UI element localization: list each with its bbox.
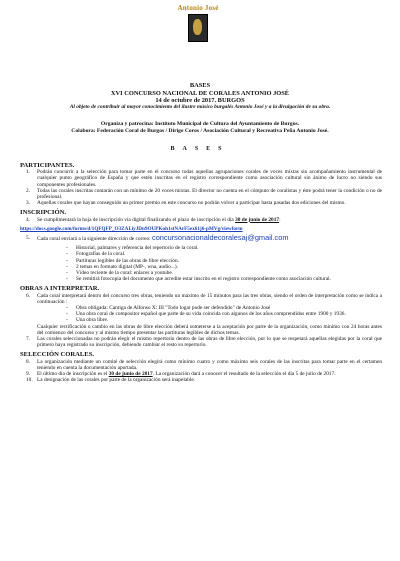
document-header bbox=[0, 82, 400, 105]
organizers bbox=[0, 121, 400, 135]
logo-title: Antonio José bbox=[177, 4, 219, 12]
section-title-participantes: PARTICIPANTES. bbox=[20, 162, 75, 169]
intro-text: Al objeto de contribuir al mayor conocimiento del ilustre músico burgalés Antonio José y a la divulgación de su obra. bbox=[69, 104, 331, 110]
list-item: 3. Aquellas corales que hayan conseguido un primer premio en este concurso no podrán volver a participar hasta pasadas dos ediciones del mismo. bbox=[26, 200, 346, 207]
last-day-date: 30 de junio de 2017 bbox=[108, 371, 153, 378]
list-item: 10. La designación de las corales por parte de la organización será inapelable. bbox=[26, 377, 196, 384]
organiza-line: Organiza y patrocina: Instituto Municipal de Cultura del Ayuntamiento de Burgos. bbox=[100, 121, 300, 127]
document-requirement: - Historial, palmares y referencia del repertorio de la coral. bbox=[66, 245, 199, 252]
deadline-date: 30 de junio de 2017 bbox=[235, 216, 280, 223]
document-body bbox=[20, 159, 382, 384]
section-title-inscripcion: INSCRIPCIÓN. bbox=[20, 209, 66, 217]
bases-heading: BASES bbox=[170, 146, 230, 152]
section-title-seleccion: SELECCIÓN CORALES. bbox=[20, 351, 95, 359]
changes-note: Cualquier rectificación o cambio en las obras de libre elección deberá someterse a la aceptación por parte de la organización, como mínimo con 24 horas antes del comienzo del concurso y al mismo tiempo presentar las partituras legibles de dichos temas. bbox=[37, 323, 382, 336]
list-item: 2. Todas las corales inscritas contarán con un mínimo de 20 voces mixtas. El director no cuenta en el cómputo de coralistas y éste podrá tener la condición o no de profesional. bbox=[26, 187, 382, 201]
list-item: 7. Las corales seleccionadas no podrán elegir el mismo repertorio dentro de las obras de libre elección, por lo que se respetará aquellas elegidas por la coral que primero haya registrado su inscripción, debiendo cambiar el resto su repertorio. bbox=[26, 336, 382, 349]
inscription-form-link[interactable]: https://docs.google.com/forms/d/1QFQFP_O3ZAI.iyJDn9OUPKoh1stNArF5ex61j6-pMVg/viewform bbox=[20, 225, 243, 232]
list-item: 6. Cada coral interpretará dentro del concurso tres obras, teniendo un máximo de 15 minutos para las tres obras, siendo el orden de interpretación como se indica a continuación : bbox=[26, 292, 382, 305]
list-item: 9. El último día de inscripción es el 30 de junio de 2017. La organización dará a conocer el resultado de la selección el día 5 de julio de 2017. bbox=[26, 371, 336, 378]
list-item: 5. Cada coral enviará a la siguiente dirección de correo: concursonacionaldecoralesaj@gmail.com bbox=[26, 233, 289, 243]
document-requirement: - Fotografías de la coral. bbox=[66, 251, 126, 258]
work-item: - Una obra coral de compositor español que parte de su vida coincida con algunos de los años comprendidos entre 1900 y 1936. bbox=[66, 311, 346, 318]
colabora-line: Colabora: Federación Coral de Burgos / Dirige Coros / Asociación Cultural y Recreativa Peña Antonio José. bbox=[71, 128, 329, 134]
contact-email-link[interactable]: concursonacionaldecoralesaj@gmail.com bbox=[152, 233, 289, 243]
document-requirement: - Se remitirá fotocopia del documento que acredite estar inscrito en el registro correspondiente como asociación cultural. bbox=[66, 276, 331, 283]
logo-subtitle bbox=[172, 44, 224, 48]
list-item: 4. Se cumplimentará la hoja de inscripción vía digital finalizando el plazo de inscripción el día 30 de junio de 2017: bbox=[26, 216, 281, 223]
antonio-jose-logo bbox=[172, 4, 224, 64]
list-item: 8. La organización mediante un comité de selección elegirá como mínimo cuatro y como máximo seis corales de las inscritas para tomar parte en el certamen teniendo en cuenta la documentación aportada. bbox=[26, 358, 382, 371]
document-requirement: - Partituras legibles de las obras de libre elección. bbox=[66, 257, 179, 264]
work-item: - Una obra libre. bbox=[66, 317, 109, 324]
document-requirement: - 2 temas en formato digital (MP-, wna, audio...). bbox=[66, 263, 178, 270]
work-item: - Obra obligada: Cantiga de Alfonso X: III "Todo logar pode ser defendido" de Antonio José bbox=[66, 305, 271, 312]
portrait-icon bbox=[188, 14, 208, 42]
bases-title: BASES bbox=[189, 82, 211, 89]
event-date: 14 de octubre de 2017. BURGOS bbox=[155, 97, 245, 105]
document-requirement: - Vídeo reciente de la coral: enlaces a youtube. bbox=[66, 270, 174, 277]
list-item: 1. Podrán concurrir a la selección para tomar parte en el concurso todas aquellas agrupaciones corales de voces mixtas sin acompañamiento instrumental de cualquier punto geográfico de España y que estén inscritas en el registro correspondiente como asociación cultural sin ánimo de lucro no siendo sus componentes profesionales. bbox=[26, 169, 382, 188]
section-title-obras: OBRAS A INTERPRETAR. bbox=[20, 285, 100, 293]
concurso-title: XVI CONCURSO NACIONAL DE CORALES ANTONIO JOSÉ bbox=[110, 89, 290, 97]
